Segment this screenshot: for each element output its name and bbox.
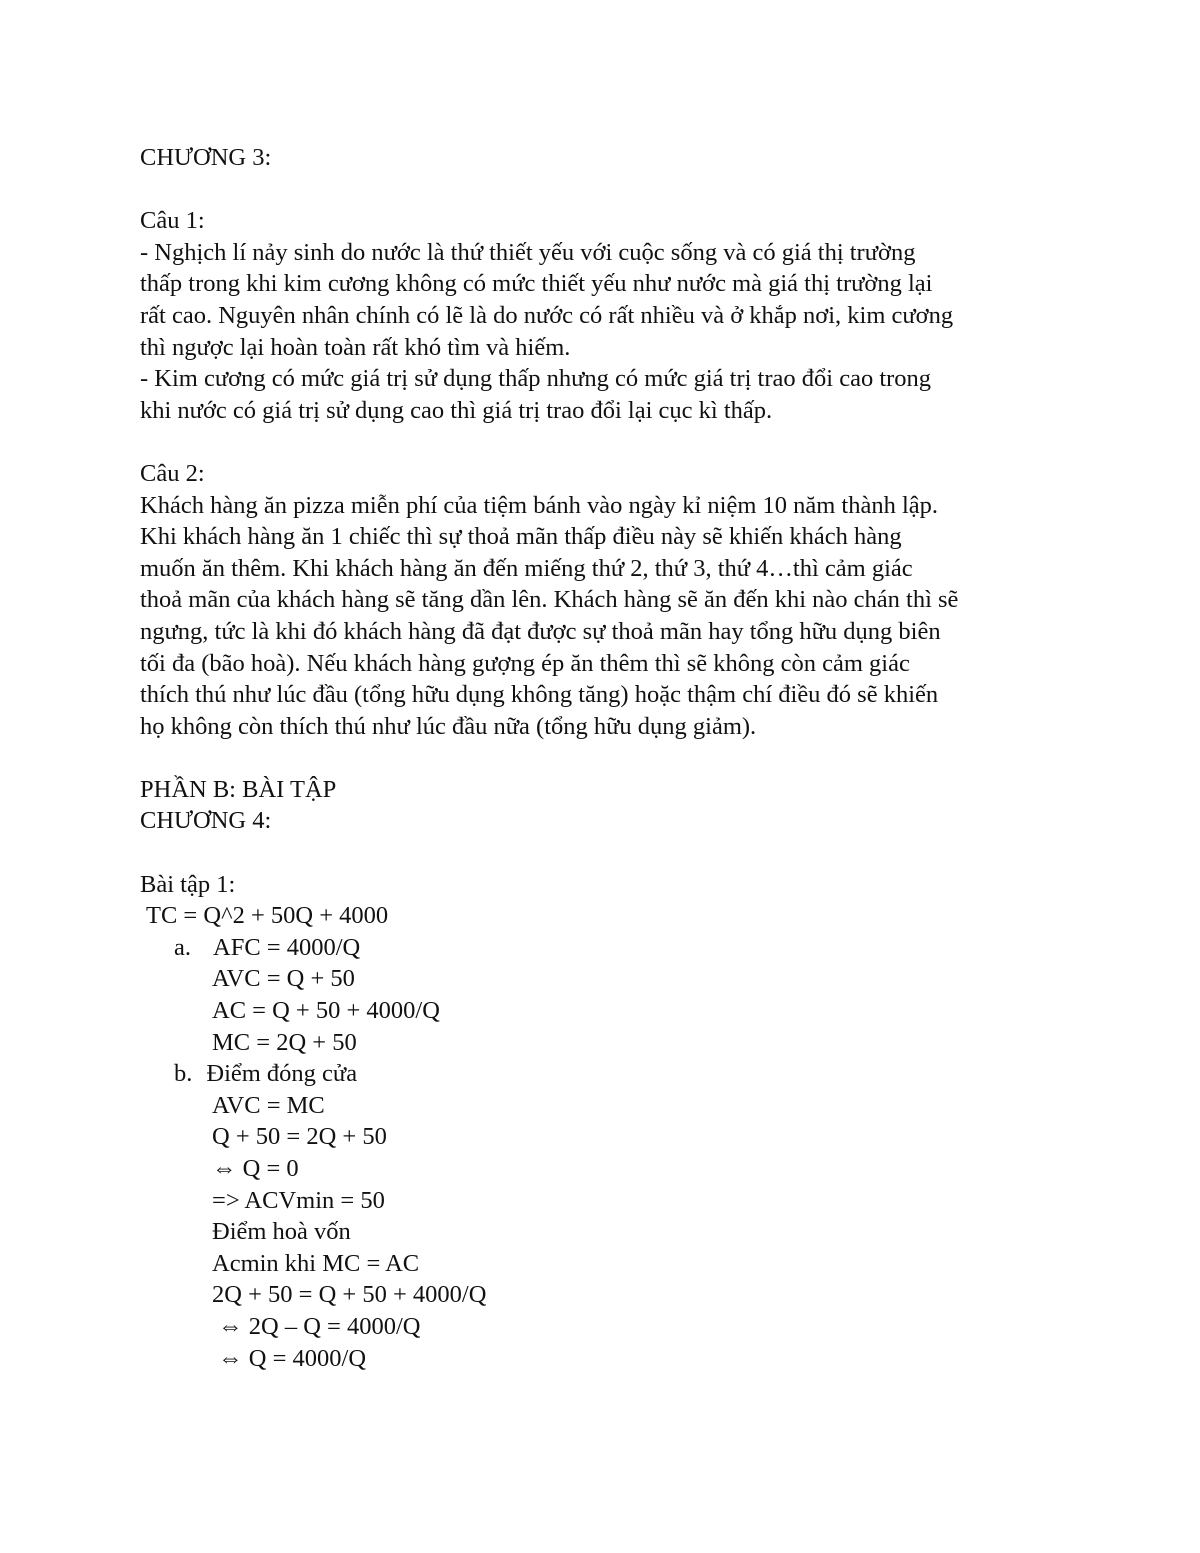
- chapter4-heading: CHƯƠNG 4:: [140, 807, 272, 835]
- part-b-line: => ACVmin = 50: [212, 1186, 385, 1214]
- question2-line: tối đa (bão hoà). Nếu khách hàng gượng ép ăn thêm thì sẽ không còn cảm giác: [140, 649, 910, 677]
- question2-line: thích thú như lúc đầu (tổng hữu dụng không tăng) hoặc thậm chí điều đó sẽ khiến: [140, 681, 939, 709]
- question1-line: thì ngược lại hoàn toàn rất khó tìm và hiếm.: [140, 333, 571, 361]
- question2-title: Câu 2:: [140, 459, 205, 487]
- question1-line: - Nghịch lí nảy sinh do nước là thứ thiết yếu với cuộc sống và có giá thị trường: [140, 238, 916, 266]
- part-b-line: ⇔ 2Q – Q = 4000/Q: [212, 1312, 421, 1340]
- total-cost-formula: TC = Q^2 + 50Q + 4000: [146, 902, 389, 930]
- question2-line: thoả mãn của khách hàng sẽ tăng dần lên. Khách hàng sẽ ăn đến khi nào chán thì sẽ: [140, 586, 959, 614]
- part-a-formula: AFC = 4000/Q: [213, 933, 361, 961]
- document-page: [140, 142, 1080, 1374]
- part-a-marker: a.: [174, 933, 191, 961]
- part-b-line: ⇔ Q = 0: [212, 1155, 299, 1182]
- spacer: [140, 426, 1080, 458]
- part-b-first-line: [140, 1058, 1080, 1090]
- spacer: [140, 837, 1080, 869]
- part-b-line: ⇔ Q = 4000/Q: [212, 1344, 367, 1372]
- spacer: [140, 174, 1080, 206]
- question2-line: ngưng, tức là khi đó khách hàng đã đạt được sự thoả mãn hay tổng hữu dụng biên: [140, 617, 941, 645]
- part-a-formula: MC = 2Q + 50: [212, 1028, 357, 1056]
- question2-line: muốn ăn thêm. Khi khách hàng ăn đến miếng thứ 2, thứ 3, thứ 4…thì cảm giác: [140, 554, 913, 582]
- part-a-formula: AVC = Q + 50: [212, 965, 355, 993]
- spacer: [140, 742, 1080, 774]
- question1-line: - Kim cương có mức giá trị sử dụng thấp nhưng có mức giá trị trao đổi cao trong: [140, 365, 932, 393]
- question2-line: Khách hàng ăn pizza miễn phí của tiệm bánh vào ngày kỉ niệm 10 năm thành lập.: [140, 491, 939, 519]
- part-b-line: Điểm hoà vốn: [212, 1218, 351, 1246]
- part-b-line: AVC = MC: [212, 1091, 325, 1119]
- question1-line: rất cao. Nguyên nhân chính có lẽ là do nước có rất nhiều và ở khắp nơi, kim cương: [140, 301, 954, 329]
- part-b-line: Acmin khi MC = AC: [212, 1249, 420, 1277]
- partB-heading: PHẦN B: BÀI TẬP: [140, 775, 337, 803]
- exercise1-title: Bài tập 1:: [140, 870, 236, 898]
- question1-title: Câu 1:: [140, 207, 205, 235]
- question2-line: Khi khách hàng ăn 1 chiếc thì sự thoả mãn thấp điều này sẽ khiến khách hàng: [140, 523, 902, 551]
- part-b-marker: b.: [174, 1060, 193, 1088]
- part-b-line: 2Q + 50 = Q + 50 + 4000/Q: [212, 1281, 487, 1309]
- question1-line: thấp trong khi kim cương không có mức thiết yếu như nước mà giá thị trường lại: [140, 270, 933, 298]
- part-b-line: Q + 50 = 2Q + 50: [212, 1123, 387, 1151]
- part-a-formula: AC = Q + 50 + 4000/Q: [212, 997, 440, 1025]
- part-a-first-line: [140, 932, 1080, 964]
- question2-line: họ không còn thích thú như lúc đầu nữa (tổng hữu dụng giảm).: [140, 712, 757, 740]
- chapter3-heading: CHƯƠNG 3:: [140, 144, 272, 171]
- part-b-heading: Điểm đóng cửa: [206, 1060, 358, 1088]
- question1-line: khi nước có giá trị sử dụng cao thì giá trị trao đổi lại cục kì thấp.: [140, 396, 773, 424]
